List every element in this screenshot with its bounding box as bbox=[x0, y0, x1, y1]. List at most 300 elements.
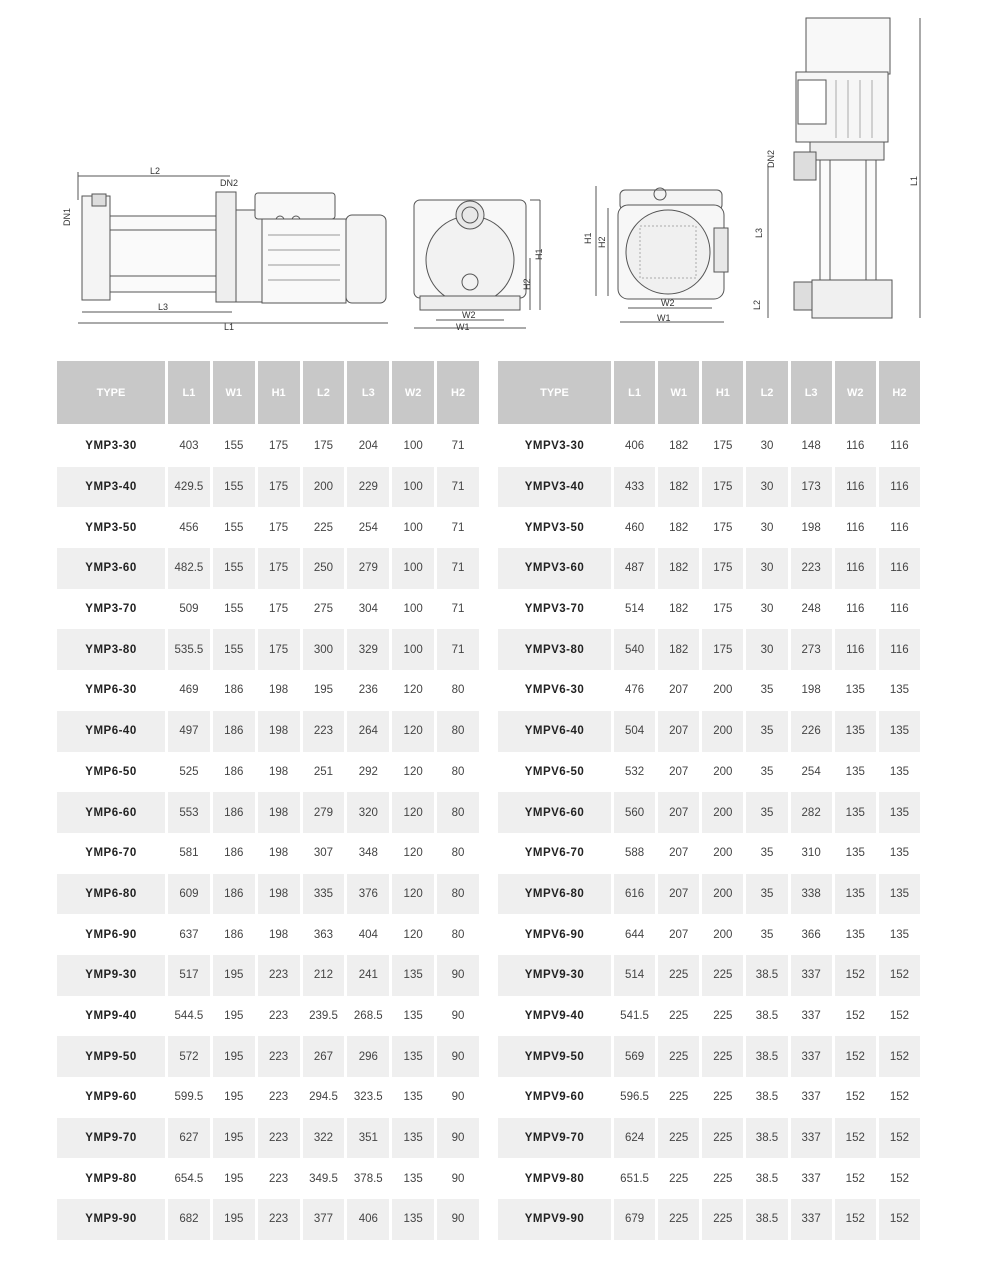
dimension-cell-w1: 182 bbox=[669, 440, 689, 453]
dimension-cell-l3: 304 bbox=[358, 603, 378, 616]
model-type-cell: YMPV6-40 bbox=[498, 711, 611, 752]
dimension-cell-w2: 116 bbox=[835, 467, 876, 508]
dimension-cell-w1: 195 bbox=[224, 1172, 244, 1185]
dimension-cell-h1: 225 bbox=[713, 1091, 733, 1104]
column-header-type: TYPE bbox=[57, 361, 165, 426]
dimension-cell-h1: 175 bbox=[713, 603, 733, 616]
dimension-cell-h2: 71 bbox=[451, 521, 465, 534]
dimension-cell-h2: 116 bbox=[890, 440, 909, 453]
dimension-cell-h2: 116 bbox=[879, 467, 920, 508]
dim-label-h1: H1 bbox=[583, 232, 593, 244]
dim-label-dn2: DN2 bbox=[766, 149, 776, 168]
dimension-cell-l2: 275 bbox=[313, 603, 334, 616]
dimension-cell-l3: 378.5 bbox=[353, 1172, 383, 1185]
dimension-cell-l1: 469 bbox=[179, 684, 199, 697]
model-type-cell: YMPV6-50 bbox=[524, 765, 585, 778]
dim-label-l3: L3 bbox=[158, 302, 169, 312]
vertical-pump-top-drawing bbox=[583, 186, 728, 323]
table-header-row bbox=[498, 361, 920, 426]
model-type-cell: YMP3-80 bbox=[57, 629, 165, 670]
dimension-cell-l3: 173 bbox=[791, 467, 832, 508]
dimension-cell-l2: 200 bbox=[303, 467, 345, 508]
dimension-cell-w2: 120 bbox=[403, 847, 423, 860]
column-header-w2: W2 bbox=[392, 361, 434, 426]
dimension-cell-w2: 135 bbox=[845, 847, 865, 860]
dimension-cell-h2: 152 bbox=[889, 1091, 910, 1104]
dimension-cell-h2: 152 bbox=[879, 1036, 920, 1077]
model-type-cell: YMP6-50 bbox=[85, 765, 137, 778]
column-header-w1: W1 bbox=[213, 361, 255, 426]
model-type-cell: YMPV9-60 bbox=[524, 1091, 585, 1104]
dimension-cell-l3: 348 bbox=[358, 847, 378, 860]
dimension-cell-h1: 175 bbox=[258, 629, 300, 670]
dimension-cell-l3: 268.5 bbox=[353, 1009, 383, 1022]
dimension-cell-l3: 404 bbox=[358, 928, 378, 941]
dimension-cell-l3: 329 bbox=[347, 629, 389, 670]
dimension-cell-w2: 135 bbox=[835, 874, 876, 915]
dimension-cell-h2: 116 bbox=[890, 603, 909, 616]
vertical-pump-side-drawing bbox=[752, 18, 920, 318]
dimension-cell-h2: 90 bbox=[437, 955, 479, 996]
dimension-cell-l1: 532 bbox=[624, 765, 645, 778]
model-type-cell: YMP6-70 bbox=[85, 847, 137, 860]
dimension-cell-l1: 616 bbox=[614, 874, 655, 915]
dimension-cell-l3: 254 bbox=[358, 521, 378, 534]
dimension-cell-l2: 38.5 bbox=[746, 1036, 787, 1077]
dimension-cell-h1: 223 bbox=[269, 1091, 289, 1104]
dimension-cell-l3: 248 bbox=[801, 603, 821, 616]
table-row bbox=[498, 467, 920, 508]
dimension-cell-h2: 71 bbox=[437, 548, 479, 589]
dimension-cell-h2: 152 bbox=[879, 1199, 920, 1240]
column-header-w1: W1 bbox=[658, 361, 699, 426]
table-row bbox=[57, 1077, 479, 1118]
model-type-cell: YMP9-70 bbox=[57, 1118, 165, 1159]
dimension-cell-h2: 90 bbox=[437, 1118, 479, 1159]
dimension-cell-h2: 90 bbox=[437, 1199, 479, 1240]
dimension-cell-h1: 200 bbox=[702, 874, 743, 915]
dimension-cell-h1: 225 bbox=[702, 955, 743, 996]
table-row bbox=[57, 1199, 479, 1240]
dimension-cell-l1: 482.5 bbox=[168, 548, 210, 589]
dimension-cell-l1: 540 bbox=[614, 629, 655, 670]
dimension-cell-l3: 337 bbox=[801, 1091, 821, 1104]
model-type-cell: YMP9-50 bbox=[57, 1036, 165, 1077]
dimension-cell-w1: 186 bbox=[213, 874, 255, 915]
dimension-cell-l3: 337 bbox=[791, 955, 832, 996]
table-row bbox=[498, 752, 920, 793]
dimension-cell-h1: 225 bbox=[702, 1199, 743, 1240]
dimension-cell-h2: 90 bbox=[437, 1036, 479, 1077]
dimension-cell-w2: 135 bbox=[392, 1199, 434, 1240]
dim-label-dn1: DN1 bbox=[62, 207, 72, 226]
dimension-cell-l2: 38.5 bbox=[746, 1118, 787, 1159]
dimension-cell-l2: 225 bbox=[313, 521, 334, 534]
model-type-cell: YMPV9-50 bbox=[498, 1036, 611, 1077]
dimension-cell-w2: 120 bbox=[403, 928, 423, 941]
dimension-cell-w1: 207 bbox=[669, 847, 689, 860]
table-row bbox=[57, 955, 479, 996]
dimension-cell-l1: 433 bbox=[614, 467, 655, 508]
table-row bbox=[498, 507, 920, 548]
dimension-cell-l3: 204 bbox=[358, 440, 378, 453]
dimension-cell-l2: 30 bbox=[746, 467, 787, 508]
dimension-cell-h1: 175 bbox=[269, 440, 289, 453]
table-row bbox=[498, 589, 920, 630]
dimension-cell-l2: 35 bbox=[746, 792, 787, 833]
dimension-cell-l3: 292 bbox=[358, 765, 378, 778]
dimension-cell-w1: 225 bbox=[658, 955, 699, 996]
column-header-l2: L2 bbox=[303, 361, 345, 426]
model-type-cell: YMP6-80 bbox=[57, 874, 165, 915]
dim-label-l1: L1 bbox=[909, 175, 919, 186]
dimension-cell-w2: 100 bbox=[403, 440, 423, 453]
dimension-cell-h1: 225 bbox=[713, 1009, 733, 1022]
column-header-l3: L3 bbox=[347, 361, 389, 426]
dimension-cell-l3: 279 bbox=[347, 548, 389, 589]
dimension-cell-l1: 624 bbox=[614, 1118, 655, 1159]
dimension-cell-w2: 120 bbox=[392, 711, 434, 752]
dimension-cell-l1: 682 bbox=[168, 1199, 210, 1240]
horizontal-pump-side-drawing bbox=[62, 166, 388, 332]
column-header-l1: L1 bbox=[168, 361, 210, 426]
dimension-cell-l2: 38.5 bbox=[746, 955, 787, 996]
table-row bbox=[498, 1158, 920, 1199]
dimension-cell-w1: 207 bbox=[658, 792, 699, 833]
dimension-cell-w2: 135 bbox=[392, 1118, 434, 1159]
table-row bbox=[498, 629, 920, 670]
dimension-cell-h2: 80 bbox=[451, 928, 465, 941]
dimension-cell-l2: 377 bbox=[303, 1199, 345, 1240]
dimension-cell-w1: 186 bbox=[213, 792, 255, 833]
dimension-cell-l1: 504 bbox=[614, 711, 655, 752]
dimension-cell-l2: 35 bbox=[760, 684, 774, 697]
dimension-cell-w2: 152 bbox=[845, 1172, 865, 1185]
model-type-cell: YMP3-70 bbox=[85, 603, 137, 616]
dimension-cell-w1: 186 bbox=[224, 928, 244, 941]
dimension-cell-l1: 525 bbox=[179, 765, 199, 778]
dimension-cell-l1: 599.5 bbox=[174, 1091, 204, 1104]
dim-label-w1: W1 bbox=[456, 322, 470, 332]
dimension-cell-w2: 152 bbox=[845, 1009, 865, 1022]
model-type-cell: YMP9-40 bbox=[85, 1009, 137, 1022]
dimension-cell-l2: 30 bbox=[746, 629, 787, 670]
dimension-cell-w2: 116 bbox=[846, 440, 865, 453]
dimension-cell-l2: 294.5 bbox=[309, 1091, 338, 1104]
dimension-cell-l2: 30 bbox=[760, 603, 774, 616]
dimension-cell-w2: 100 bbox=[403, 521, 423, 534]
dimension-cell-l1: 588 bbox=[624, 847, 645, 860]
dimension-cell-l2: 38.5 bbox=[746, 1199, 787, 1240]
dimension-cell-l1: 429.5 bbox=[168, 467, 210, 508]
dimension-cell-h2: 135 bbox=[879, 874, 920, 915]
table-row bbox=[57, 629, 479, 670]
model-type-cell: YMPV6-70 bbox=[524, 847, 585, 860]
table-row bbox=[57, 1158, 479, 1199]
dimension-cell-h1: 225 bbox=[702, 1036, 743, 1077]
dimension-cell-l3: 337 bbox=[791, 1036, 832, 1077]
column-header-l2: L2 bbox=[746, 361, 787, 426]
dimension-cell-l2: 38.5 bbox=[755, 1172, 779, 1185]
dimension-cell-h1: 198 bbox=[258, 874, 300, 915]
dimension-cell-w1: 186 bbox=[224, 847, 244, 860]
dimension-cell-l1: 509 bbox=[179, 603, 199, 616]
table-row bbox=[498, 955, 920, 996]
table-row bbox=[57, 670, 479, 711]
dimension-cell-w1: 225 bbox=[669, 1009, 689, 1022]
dimension-cell-l2: 300 bbox=[303, 629, 345, 670]
model-type-cell: YMPV3-50 bbox=[524, 521, 585, 534]
model-type-cell: YMP3-40 bbox=[57, 467, 165, 508]
dimension-cell-l3: 406 bbox=[347, 1199, 389, 1240]
dimension-cell-w2: 120 bbox=[403, 684, 423, 697]
column-header-l1: L1 bbox=[614, 361, 655, 426]
dimension-cell-w2: 152 bbox=[845, 1091, 865, 1104]
dimension-cell-l3: 236 bbox=[358, 684, 378, 697]
dimension-cell-w2: 152 bbox=[835, 955, 876, 996]
dimension-cell-w2: 135 bbox=[392, 1036, 434, 1077]
dimension-cell-h2: 135 bbox=[889, 928, 910, 941]
dimension-cell-w1: 182 bbox=[658, 629, 699, 670]
dimension-cell-w1: 182 bbox=[658, 467, 699, 508]
dimension-cell-w2: 116 bbox=[835, 629, 876, 670]
dimension-cell-l1: 487 bbox=[614, 548, 655, 589]
table-row bbox=[57, 752, 479, 793]
table-row bbox=[57, 914, 479, 955]
horizontal-pump-dimensions-table bbox=[54, 361, 482, 1240]
dimension-cell-w2: 135 bbox=[403, 1091, 423, 1104]
dimension-cell-l2: 38.5 bbox=[755, 1091, 779, 1104]
dimension-cell-h2: 80 bbox=[451, 847, 465, 860]
dimension-cell-l1: 406 bbox=[624, 440, 645, 453]
dimension-cell-l2: 30 bbox=[746, 548, 787, 589]
dimension-cell-l1: 569 bbox=[614, 1036, 655, 1077]
dimension-cell-l2: 267 bbox=[303, 1036, 345, 1077]
column-header-l3: L3 bbox=[791, 361, 832, 426]
dimension-cell-l1: 596.5 bbox=[620, 1091, 649, 1104]
vertical-pump-dimensions-table bbox=[495, 361, 923, 1240]
model-type-cell: YMP3-50 bbox=[85, 521, 137, 534]
dimension-cell-h2: 152 bbox=[879, 1118, 920, 1159]
table-row bbox=[57, 792, 479, 833]
dimension-cell-h2: 116 bbox=[890, 521, 909, 534]
column-header-h2: H2 bbox=[437, 361, 479, 426]
table-row bbox=[57, 589, 479, 630]
dimension-cell-l1: 514 bbox=[624, 603, 645, 616]
table-row bbox=[57, 833, 479, 874]
dimension-cell-w1: 186 bbox=[224, 765, 244, 778]
dimension-cell-h2: 135 bbox=[889, 684, 910, 697]
dimension-cell-w1: 186 bbox=[224, 684, 244, 697]
dim-label-h1: H1 bbox=[534, 248, 544, 260]
dimension-cell-l2: 322 bbox=[303, 1118, 345, 1159]
dimension-cell-w2: 120 bbox=[392, 792, 434, 833]
dimension-cell-w1: 182 bbox=[669, 521, 689, 534]
dimension-cell-h1: 198 bbox=[269, 847, 289, 860]
model-type-cell: YMPV6-90 bbox=[524, 928, 585, 941]
dimension-cell-w1: 186 bbox=[213, 711, 255, 752]
dimension-cell-h2: 80 bbox=[437, 874, 479, 915]
model-type-cell: YMP9-60 bbox=[85, 1091, 137, 1104]
dimension-cell-l2: 335 bbox=[303, 874, 345, 915]
dimension-cell-h2: 90 bbox=[451, 1091, 465, 1104]
dimension-cell-h2: 80 bbox=[451, 684, 465, 697]
table-row bbox=[498, 670, 920, 711]
model-type-cell: YMP3-30 bbox=[85, 440, 137, 453]
table-row bbox=[498, 426, 920, 467]
model-type-cell: YMP9-30 bbox=[57, 955, 165, 996]
table-row bbox=[57, 1036, 479, 1077]
dimension-cell-l3: 148 bbox=[801, 440, 821, 453]
table-row bbox=[57, 426, 479, 467]
dimension-cell-l1: 497 bbox=[168, 711, 210, 752]
dimension-cell-w1: 155 bbox=[213, 548, 255, 589]
table-row bbox=[498, 711, 920, 752]
dimension-cell-l2: 279 bbox=[303, 792, 345, 833]
dimension-cell-h1: 223 bbox=[258, 1199, 300, 1240]
dimension-cell-w1: 225 bbox=[669, 1091, 689, 1104]
dim-label-w2: W2 bbox=[462, 310, 476, 320]
dimension-drawings bbox=[0, 0, 1001, 350]
dimension-cell-h1: 175 bbox=[702, 467, 743, 508]
dimension-cell-l1: 679 bbox=[614, 1199, 655, 1240]
dimension-cell-h1: 200 bbox=[713, 928, 733, 941]
dimension-cell-w1: 225 bbox=[658, 1036, 699, 1077]
dimension-cell-l3: 351 bbox=[347, 1118, 389, 1159]
dimension-cell-w1: 225 bbox=[658, 1118, 699, 1159]
dimension-cell-w1: 195 bbox=[224, 1091, 244, 1104]
dimension-cell-h2: 71 bbox=[437, 629, 479, 670]
dimension-cell-l3: 264 bbox=[347, 711, 389, 752]
dimension-cell-l1: 460 bbox=[624, 521, 645, 534]
dimension-cell-w1: 155 bbox=[224, 521, 244, 534]
dimension-cell-h1: 198 bbox=[269, 684, 289, 697]
model-type-cell: YMPV3-80 bbox=[498, 629, 611, 670]
dimension-cell-l3: 296 bbox=[347, 1036, 389, 1077]
dimension-cell-l1: 476 bbox=[624, 684, 645, 697]
dimension-cell-l3: 223 bbox=[791, 548, 832, 589]
model-type-cell: YMPV6-60 bbox=[498, 792, 611, 833]
dimension-cell-l2: 212 bbox=[303, 955, 345, 996]
dimension-cell-h1: 175 bbox=[269, 521, 289, 534]
dimension-cell-h1: 223 bbox=[258, 1036, 300, 1077]
dimension-cell-h2: 71 bbox=[451, 440, 465, 453]
table-row bbox=[498, 833, 920, 874]
dim-label-l3: L3 bbox=[754, 227, 764, 238]
dimension-cell-h2: 80 bbox=[451, 765, 465, 778]
dimension-cell-h2: 135 bbox=[879, 711, 920, 752]
dimension-cell-w1: 195 bbox=[213, 1118, 255, 1159]
dimension-cell-w2: 120 bbox=[403, 765, 423, 778]
dimension-cell-h2: 152 bbox=[879, 955, 920, 996]
dimension-cell-l3: 337 bbox=[791, 1118, 832, 1159]
model-type-cell: YMPV3-60 bbox=[498, 548, 611, 589]
dimension-cell-l1: 581 bbox=[179, 847, 199, 860]
dimension-cell-w2: 116 bbox=[835, 548, 876, 589]
dimension-cell-w2: 152 bbox=[835, 1118, 876, 1159]
dimension-cell-h1: 198 bbox=[269, 928, 289, 941]
dimension-cell-l2: 307 bbox=[313, 847, 334, 860]
dimension-cell-l3: 229 bbox=[347, 467, 389, 508]
dimension-cell-h1: 175 bbox=[702, 548, 743, 589]
table-row bbox=[57, 996, 479, 1037]
dimension-cell-l1: 572 bbox=[168, 1036, 210, 1077]
dimension-cell-l2: 250 bbox=[303, 548, 345, 589]
column-header-h1: H1 bbox=[258, 361, 300, 426]
model-type-cell: YMP6-90 bbox=[85, 928, 137, 941]
dimension-cell-h2: 152 bbox=[889, 1172, 910, 1185]
model-type-cell: YMPV9-90 bbox=[498, 1199, 611, 1240]
dimension-cell-l2: 35 bbox=[760, 928, 774, 941]
dimension-cell-h2: 71 bbox=[437, 467, 479, 508]
dimension-cell-h1: 175 bbox=[269, 603, 289, 616]
dimension-cell-w1: 225 bbox=[658, 1199, 699, 1240]
dimension-cell-w2: 100 bbox=[392, 629, 434, 670]
table-row bbox=[498, 996, 920, 1037]
table-row bbox=[57, 507, 479, 548]
dimension-cell-w1: 195 bbox=[213, 1036, 255, 1077]
dimension-cell-w1: 207 bbox=[658, 711, 699, 752]
dimension-cell-l2: 195 bbox=[313, 684, 334, 697]
column-header-h1: H1 bbox=[702, 361, 743, 426]
dimension-cell-h1: 175 bbox=[258, 548, 300, 589]
dimension-cell-h1: 175 bbox=[713, 440, 733, 453]
dimension-cell-h1: 198 bbox=[258, 792, 300, 833]
dimension-cell-l3: 338 bbox=[791, 874, 832, 915]
dimension-cell-h1: 200 bbox=[702, 711, 743, 752]
table-row bbox=[498, 548, 920, 589]
dimension-cell-w2: 100 bbox=[392, 467, 434, 508]
dimension-cell-h1: 175 bbox=[258, 467, 300, 508]
dimension-cell-h1: 223 bbox=[269, 1172, 289, 1185]
table-row bbox=[498, 1118, 920, 1159]
dimension-cell-w2: 135 bbox=[835, 792, 876, 833]
model-type-cell: YMPV6-80 bbox=[498, 874, 611, 915]
dimension-cell-l3: 282 bbox=[791, 792, 832, 833]
dimension-cell-h2: 80 bbox=[437, 711, 479, 752]
dimension-cell-w2: 135 bbox=[845, 928, 865, 941]
dimension-cell-h1: 200 bbox=[713, 847, 733, 860]
dimension-cell-w2: 152 bbox=[835, 1199, 876, 1240]
dimension-cell-l1: 560 bbox=[614, 792, 655, 833]
dimension-cell-h2: 90 bbox=[451, 1009, 465, 1022]
dimension-cell-w1: 207 bbox=[669, 765, 689, 778]
dimension-cell-w2: 120 bbox=[392, 874, 434, 915]
dimension-cell-l2: 349.5 bbox=[309, 1172, 338, 1185]
table-row bbox=[498, 1036, 920, 1077]
dimension-cell-h2: 135 bbox=[889, 765, 910, 778]
dim-label-dn2: DN2 bbox=[220, 178, 239, 188]
table-header-row bbox=[57, 361, 479, 426]
dimension-cell-w1: 207 bbox=[669, 928, 689, 941]
dimension-cell-h1: 175 bbox=[713, 521, 733, 534]
model-type-cell: YMPV6-30 bbox=[524, 684, 585, 697]
dimension-cell-w1: 195 bbox=[213, 1199, 255, 1240]
table-row bbox=[57, 874, 479, 915]
column-header-h2: H2 bbox=[879, 361, 920, 426]
dimension-cell-w1: 155 bbox=[213, 467, 255, 508]
dimension-cell-h1: 200 bbox=[713, 765, 733, 778]
dimension-cell-l3: 337 bbox=[801, 1172, 821, 1185]
dimension-cell-h1: 198 bbox=[269, 765, 289, 778]
dimension-cell-l1: 644 bbox=[624, 928, 645, 941]
dimension-cell-l1: 541.5 bbox=[620, 1009, 649, 1022]
dimension-cell-w1: 182 bbox=[669, 603, 689, 616]
dimension-cell-l3: 198 bbox=[801, 521, 821, 534]
dimension-cell-l3: 323.5 bbox=[353, 1091, 383, 1104]
horizontal-pump-front-drawing bbox=[414, 200, 544, 332]
dimension-cell-l1: 456 bbox=[179, 521, 199, 534]
